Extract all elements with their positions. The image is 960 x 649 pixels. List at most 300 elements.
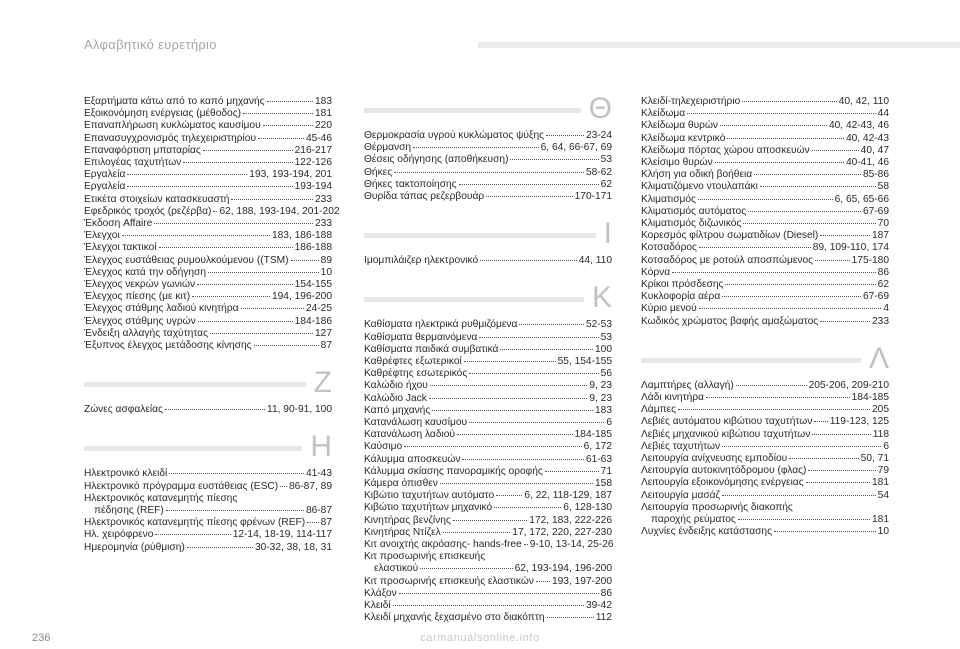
index-entry-label: Έκδοση Affaire [84,218,153,230]
index-entry [641,230,889,242]
index-entry-pages: 56 [600,368,612,380]
index-entry-pages: 53 [600,154,612,166]
dot-leader [443,532,511,533]
index-entry-label: Καθίσματα ηλεκτρικά ρυθμιζόμενα [364,319,518,331]
dot-leader [183,162,292,163]
dot-leader [820,235,870,236]
index-entry-label: Κύριο μενού [641,303,697,315]
index-entry-pages: 67-69 [862,291,889,303]
dot-leader [192,296,270,297]
index-entry-pages: 62 [600,178,612,190]
index-entry-pages: 61-63 [585,453,612,465]
index-column-2 [364,92,614,625]
dot-leader [820,321,870,322]
index-entry [641,453,889,465]
index-entry-label: Θήκες [364,166,393,178]
index-entry-label: Κλάξον [364,587,397,599]
index-entry [641,242,889,254]
dot-leader [307,522,319,523]
index-entry [364,380,612,392]
index-entry-pages: 85-86 [862,169,889,181]
index-entry [84,145,332,157]
index-entry-label: Θέρμανση [364,142,412,154]
index-entry-pages: 184-186 [294,315,332,327]
index-entry-pages: 50, 71 [860,453,889,465]
index-entry-pages: 233 [872,315,889,327]
dot-leader [280,486,287,487]
index-entry-pages: 10 [320,266,332,278]
index-entry-pages: 112 [595,612,612,624]
dot-leader [469,373,598,374]
section-letter-band [641,341,889,375]
index-entry-pages: 181 [315,108,332,120]
index-entry-pages: 6 [883,440,889,452]
index-entry-pages: 187 [872,230,889,242]
index-entry-label: Ηλεκτρονικός κατανεμητής πίεσης [84,492,238,504]
dot-leader [742,101,837,102]
index-entry-label: Καθίσματα θερμαινόμενα [364,331,478,343]
index-entry-pages: 40, 42, 110 [838,96,889,107]
index-entry-label: Έλεγχος πίεσης (με κιτ) [84,291,191,303]
index-entry-pages: 9, 23 [589,380,612,392]
dot-leader [154,223,313,224]
dot-leader [743,223,875,224]
index-entry [641,218,889,230]
index-entry-pages: 100 [595,343,612,355]
index-entry-label: Κλειδί-τηλεχειριστήριο [641,96,741,107]
index-entry-pages: 40, 42-43 [845,132,889,144]
index-entry-pages: 30-32, 38, 18, 31 [254,541,332,553]
section-letter-band [364,281,612,315]
dot-leader [547,617,594,618]
index-entry-pages: 154-155 [294,279,332,291]
index-entry-label: Κιβώτιο ταχυτήτων μηχανικό [364,502,493,514]
index-entry [641,429,889,441]
index-entry-pages: 23-24 [585,130,612,141]
index-entry-label: ελαστικού [374,563,419,575]
index-entry-pages: 58-62 [585,166,612,178]
index-entry-label: Κατανάλωση καυσίμου [364,417,468,429]
index-entry-pages: 127 [315,327,332,339]
dot-leader [462,459,584,460]
index-entry [84,493,332,505]
index-entry [84,218,332,230]
index-entry-label: Κιβώτιο ταχυτήτων αυτόματο [364,490,495,502]
dot-leader [496,495,522,496]
index-entry [364,551,612,563]
index-entry [364,255,612,267]
dot-leader [231,199,313,200]
index-entry-pages: 62, 193-194, 196-200 [514,563,612,575]
index-entry-pages: 181 [872,477,889,489]
index-entry [641,96,889,108]
index-entry-label: Κατανάλωση λαδιού [364,429,455,441]
index-entry [84,133,332,145]
index-entry-label: Έλεγχος ευστάθειας ρυμουλκούμενου ((TSM) [84,254,289,266]
index-entry-pages: 86-87 [305,505,332,517]
index-entry-label: παροχής ρεύματος [651,514,736,526]
index-entry [84,468,332,480]
index-entry-label: Καθρέφτες εξωτερικοί [364,356,462,368]
index-entry-pages: 40-41, 46 [845,157,889,169]
index-section [364,217,612,267]
dot-leader [748,211,861,212]
index-entry-pages: 193, 193-194, 201 [249,169,332,181]
index-entry-pages: 12-14, 18-19, 114-117 [232,529,332,541]
index-entry-pages: 183 [595,404,612,416]
index-entry-label: Θυρίδα τάπας ρεζερβουάρ [364,191,485,203]
index-entry-pages: 194, 196-200 [271,291,332,303]
dot-leader [774,531,876,532]
dot-leader [720,125,827,126]
index-entry [364,319,612,331]
index-entry-label: Θήκες τακτοποίησης [364,178,457,190]
dot-leader [243,113,313,114]
dot-leader [524,544,528,545]
index-entry-pages: 62, 188, 193-194, 201-202 [219,205,340,217]
index-section [84,366,332,416]
dot-leader [210,333,313,334]
dot-leader [738,519,870,520]
index-entry-pages: 45-46 [305,132,332,144]
index-entry-label: Καπό μηχανής [364,404,431,416]
index-entry-pages: 205 [872,404,889,416]
index-entry [364,478,612,490]
section-letter: Η [302,430,332,464]
index-entry-pages: 9, 23 [589,392,612,404]
index-entry-label: Κόρνα [641,266,671,278]
index-entry-pages: 89 [320,254,332,266]
index-entry-label: Ημερομηνία (ρύθμιση) [84,541,185,553]
index-entry-label: Κλήση για οδική βοήθεια [641,169,753,181]
index-entry-label: Έλεγχος νεκρών γωνιών [84,279,196,291]
dot-leader [459,184,599,185]
index-entry-label: Κινητήρας Ντίζελ [364,526,441,538]
dot-leader [440,483,593,484]
index-entry-label: Κινητήρας βενζίνης [364,514,451,526]
index-entry [84,291,332,303]
dot-leader [258,138,304,139]
index-entry [84,481,332,493]
index-entry [84,316,332,328]
dot-leader [715,162,844,163]
dot-leader [812,150,859,151]
index-entry-pages: 67-69 [862,205,889,217]
index-entry [84,242,332,254]
index-entry [641,120,889,132]
section-divider [364,108,612,113]
index-entry [364,368,612,380]
index-entry-label: Κάλυμμα αποσκευών [364,453,461,465]
dot-leader [457,434,573,435]
section-letter: Κ [584,281,612,315]
dot-leader [760,186,876,187]
dot-leader [208,272,319,273]
index-entry-label: Επανασυγχρονισμός τηλεχειριστηρίου [84,132,257,144]
dot-leader [722,446,881,447]
index-entry-label: Κρίκοι πρόσδεσης [641,279,724,291]
index-entry [364,142,612,154]
dot-leader [789,458,858,459]
section-letter: Θ [581,92,612,126]
index-entry-label: Έλεγχος στάθμης υγρών [84,315,196,327]
index-entry-label: Κλείδωμα θυρών [641,120,718,132]
index-entry-label: Ηλεκτρονικός κατανεμητής πίεσης φρένων (REF) [84,517,306,529]
dot-leader [815,260,850,261]
index-entry [84,205,340,218]
index-entry [84,194,332,206]
index-entry-pages: 6, 128-130 [563,502,612,514]
index-entry [364,179,612,191]
index-entry-pages: 175-180 [851,254,889,266]
dot-leader [453,520,527,521]
index-entry [364,429,612,441]
index-entry-pages: 17, 172, 220, 227-230 [512,526,612,538]
index-entry [84,303,332,315]
index-entry-pages: 24-25 [305,303,332,315]
index-entry [364,588,612,600]
index-entry-label: Έξυπνος έλεγχος μετάδοσης κίνησης [84,340,252,352]
index-entry-label: Λυχνίες ένδειξης κατάστασης [641,526,772,538]
dot-leader [263,125,313,126]
dot-leader [806,482,870,483]
index-column-1 [84,96,340,554]
index-entry-pages: 6, 22, 118-129, 187 [524,490,612,502]
index-entry-label: Έλεγχος στάθμης λαδιού κινητήρα [84,303,239,315]
index-entry-pages: 233 [315,193,332,205]
index-entry [364,527,612,539]
index-entry-label: Ζώνες ασφαλείας [84,404,163,416]
index-entry-label: Ένδειξη αλλαγής ταχύτητας [84,327,208,339]
index-entry-pages: 44 [877,108,889,120]
index-entry-pages: 158 [595,478,612,490]
index-entry-pages: 89, 109-110, 174 [812,242,889,254]
dot-leader [404,446,581,447]
index-entry [641,392,889,404]
dot-leader [494,507,561,508]
section-letter-band [84,430,332,464]
index-entry [641,416,889,428]
dot-leader [432,410,593,411]
dot-leader [187,547,253,548]
index-entry-label: Επαναπλήρωση κυκλώματος καυσίμου [84,120,261,132]
dot-leader [706,397,850,398]
index-entry [641,404,889,416]
index-entry-label: Εργαλεία [84,181,126,193]
index-entry-pages: 205-206, 209-210 [808,379,889,391]
dot-leader [536,581,550,582]
index-entry-pages: 172, 183, 222-226 [529,514,612,526]
index-entry-pages: 62 [877,279,889,291]
index-entry-pages: 9-10, 13-14, 25-26 [529,539,614,551]
dot-leader [736,385,807,386]
section-letter-band [84,366,332,400]
index-entry [641,502,889,514]
index-entry-pages: 6, 65, 65-66 [834,193,889,205]
dot-leader [725,284,875,285]
section-divider [84,446,332,451]
index-entry [364,502,612,514]
dot-leader [687,113,876,114]
index-section [364,92,612,203]
index-entry-label: Κλειδί μηχανής ξεχασμένο στο διακόπτη [364,612,545,624]
index-entry-label: Λειτουργία εξοικονόμησης ενέργειας [641,477,804,489]
dot-leader [510,159,598,160]
index-column-3 [641,96,889,539]
section-letter-band [364,92,612,125]
index-entry-pages: 52-53 [585,319,612,331]
dot-leader [127,174,247,175]
section-divider [641,358,889,363]
dot-leader [469,422,604,423]
index-entry-pages: 6, 172 [583,441,612,453]
index-entry [364,612,612,624]
index-entry-pages: 39-42 [585,600,612,612]
index-entry [84,255,332,267]
dot-leader [267,101,313,102]
dot-leader [722,495,876,496]
dot-leader [122,235,270,236]
index-entry [641,194,889,206]
index-entry [364,600,612,612]
index-entry [364,130,612,142]
index-entry-pages: 79 [877,465,889,477]
index-entry [364,515,612,527]
dot-leader [546,135,584,136]
index-entry [364,332,612,344]
index-entry [641,181,889,193]
index-entry-pages: 70 [877,218,889,230]
dot-leader [808,470,875,471]
dot-leader [413,147,539,148]
index-entry-label: Κλείσιμο θυρών [641,157,713,169]
index-entry [641,490,889,502]
index-entry-label: Επαναφόρτιση μπαταρίας [84,144,201,156]
header-bar [478,42,960,48]
index-entry-pages: 193, 197-200 [551,575,612,587]
index-entry-pages: 87 [320,517,332,529]
index-entry [364,393,612,405]
index-entry-label: Θέσεις οδήγησης (αποθήκευση) [364,154,509,166]
index-entry-pages: 53 [600,331,612,343]
index-entry-label: Καλώδιο Jack [364,392,427,404]
index-entry-label: Κλιματιζόμενο ντουλαπάκι [641,181,758,193]
dot-leader [241,308,304,309]
index-section [84,430,332,553]
index-entry-pages: 11, 90-91, 100 [267,404,332,416]
index-entry-label: Έλεγχοι [84,230,120,242]
index-entry-label: Ηλεκτρονικό κλειδί [84,468,168,480]
dot-leader [545,471,599,472]
index-entry-label: Κοτσαδόρος με ροτούλ αποσπώμενος [641,254,814,266]
section-divider [84,382,332,387]
index-entry [641,526,889,538]
index-entry-label: Κωδικός χρώματος βαφής αμαξώματος [641,315,819,327]
section-divider [364,233,612,238]
index-entry [84,230,332,242]
index-entry-pages: 119-123, 125 [829,416,889,428]
index-entry [84,542,332,554]
index-section [641,96,889,328]
dot-leader [155,534,230,535]
index-entry-label: Κλείδωμα [641,108,686,120]
index-entry-label: Κάλυμμα σκίασης πανοραμικής οροφής [364,465,543,477]
index-entry-pages: 87 [320,340,332,352]
index-section [364,281,614,624]
index-entry-label: Καλώδιο ήχου [364,380,428,392]
index-entry-label: Εργαλεία [84,169,126,181]
index-entry-label: Κλειδί [364,600,391,612]
dot-leader [699,247,811,248]
index-entry [364,466,612,478]
dot-leader [812,434,870,435]
index-entry-label: Κορεσμός φίλτρου σωματιδίων (Diesel) [641,230,819,242]
dot-leader [203,150,293,151]
index-entry-label: Κλιματισμός αυτόματος [641,205,747,217]
index-entry [364,405,612,417]
dot-leader [198,321,293,322]
dot-leader [672,272,876,273]
index-entry-label: Κλιματισμός [641,193,696,205]
index-entry [641,514,889,526]
index-entry-pages: 71 [600,465,612,477]
watermark: carmanualsonline.info [420,632,540,644]
index-entry-label: Κλείδωμα κεντρικό [641,132,726,144]
index-entry [84,517,332,529]
dot-leader [165,409,265,410]
index-entry-pages: 122-126 [294,157,332,169]
index-entry [84,181,332,193]
index-entry-label: Λάδι κινητήρα [641,392,704,404]
dot-leader [480,260,577,261]
index-entry-pages: 58 [877,181,889,193]
index-entry-label: Επιλογέας ταχυτήτων [84,157,182,169]
section-letter: Λ [861,342,889,376]
index-entry-label: Εξαρτήματα κάτω από το καπό μηχανής [84,96,265,107]
index-entry-label: Καθρέφτης εσωτερικός [364,368,468,380]
dot-leader [213,211,217,212]
index-entry [364,344,612,356]
index-entry-pages: 118 [872,428,889,440]
index-entry [84,120,332,132]
dot-leader [464,361,556,362]
dot-leader [399,593,599,594]
index-entry [364,454,612,466]
index-entry-pages: 184-185 [851,392,889,404]
dot-leader [698,199,833,200]
index-entry [364,576,612,588]
index-entry-label: Ετικέτα στοιχείων κατασκευαστή [84,193,230,205]
index-entry-pages: 184-185 [574,429,612,441]
index-entry-label: Κοτσαδόρος [641,242,697,254]
index-entry-label: Λεβιές ταχυτήτων [641,440,721,452]
index-entry [84,404,332,416]
index-entry-label: Κλείδωμα πόρτας χώρου αποσκευών [641,144,810,156]
index-entry [84,505,332,517]
index-entry [641,380,889,392]
index-entry-label: Έλεγχοι τακτικοί [84,242,157,254]
index-entry-label: Λάμπες [641,404,677,416]
index-entry [84,169,332,181]
index-entry [364,154,612,166]
dot-leader [429,398,587,399]
index-entry [364,539,612,551]
dot-leader [814,421,827,422]
index-entry [84,340,332,352]
index-entry [84,108,332,120]
index-entry [364,490,612,502]
index-entry-pages: 183, 186-188 [271,230,332,242]
